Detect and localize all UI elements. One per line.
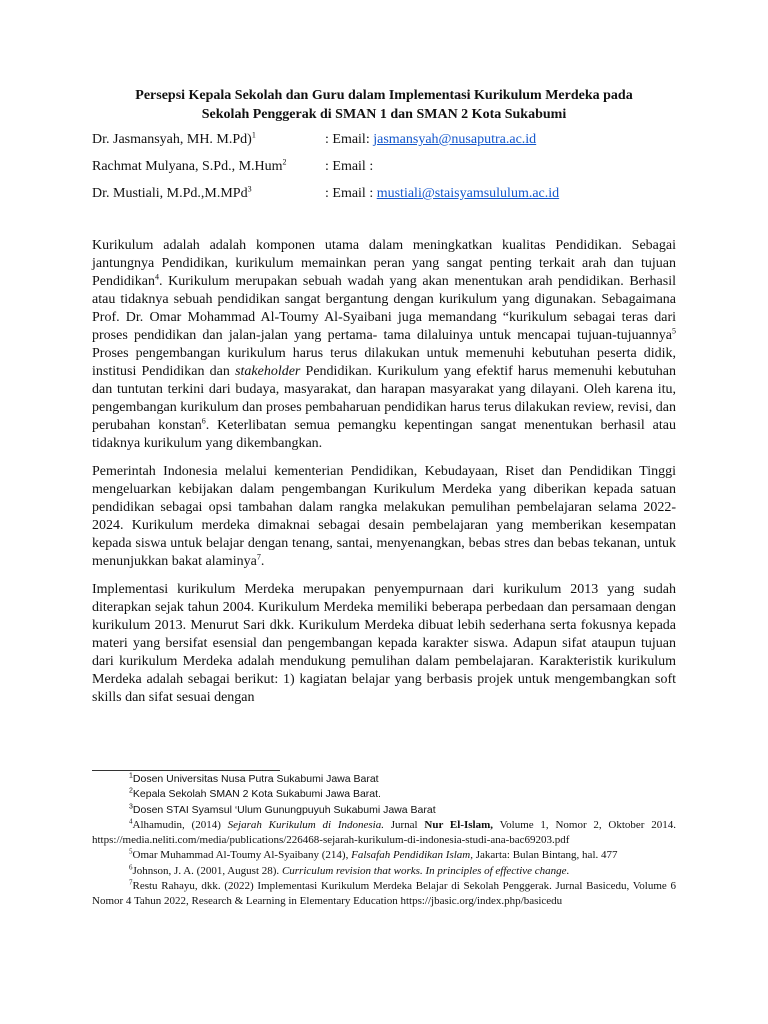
footnote-ref: 7 xyxy=(256,552,261,562)
email-link[interactable]: mustiali@staisyamsululum.ac.id xyxy=(376,186,560,201)
footnote-5: $^5$Omar Muhammad Al-Toumy Al-Syaibany (214), Falsafah Pendidikan Islam, Jakarta: Bulan Bintang, hal. 477 xyxy=(129,847,618,862)
footnote-4: $^4$Alhamudin, (2014) Sejarah Kurikulum di Indonesia. Jurnal Nur El-Islam, Volume 1, Nomor 2, Oktober 2014. https://media.neliti.com/media/publications/226468-sejarah-kurikulum-di-indonesia-studi-ana-bac69203.pdf xyxy=(92,817,676,847)
author-name: Dr. Mustiali, M.Pd.,M.MPd$^3$ xyxy=(92,184,252,201)
author-list xyxy=(92,130,676,211)
footnotes xyxy=(92,772,676,910)
footnote-3: $^3$Dosen STAI Syamsul ‘Ulum Gunungpuyuh Sukabumi Jawa Barat xyxy=(129,803,436,816)
author-email: : Email : xyxy=(325,159,374,174)
footnote-6: $^6$Johnson, J. A. (2001, August 28). Curriculum revision that works. In principles of effective change. xyxy=(129,863,570,877)
footnote-2: $^2$Kepala Sekolah SMAN 2 Kota Sukabumi Jawa Barat. xyxy=(129,787,381,801)
footnote-ref: 4 xyxy=(155,272,159,282)
title-line-1: Persepsi Kepala Sekolah dan Guru dalam Implementasi Kurikulum Merdeka pada xyxy=(135,88,633,103)
footnote-1: $^1$Dosen Universitas Nusa Putra Sukabumi Jawa Barat xyxy=(129,772,379,785)
footnote-7: $^7$Restu Rahayu, dkk. (2022) Implementasi Kurikulum Merdeka Belajar di Sekolah Penggerak. Jurnal Basicedu, Volume 6 Nomor 4 Tahun 2022, Research & Learning in Elementary Education https://jbasic.org/index.php/basicedu xyxy=(92,878,676,908)
author-name: Rachmat Mulyana, S.Pd., M.Hum$^2$ xyxy=(92,157,287,174)
email-link[interactable]: jasmansyah@nusaputra.ac.id xyxy=(373,132,537,147)
paragraph-3: Implementasi kurikulum Merdeka merupakan penyempurnaan dari kurikulum 2013 yang sudah diterapkan sejak tahun 2004. Kurikulum Merdeka memiliki beberapa perbedaan dan persamaan dengan kurikulum 2013. Menurut Sari dkk. Kurikulum Merdeka dibuat lebih sederhana serta fokusnya kepada materi yang bersifat esensial dan pengembangan kepada karakter siswa. Adapun sifat ataupun tujuan dari kurikulum Merdeka adalah mendukung pemulihan dalam pembelajaran. Karakteristik kurikulum Merdeka adalah sebagai berikut: 1) kagiatan belajar yang berbasis projek untuk mengembangkan soft skills dan sifat sesuai dengan xyxy=(92,582,676,705)
paragraph-1: Kurikulum adalah adalah komponen utama dalam meningkatkan kualitas Pendidikan. Sebagai jantungnya Pendidikan, kurikulum memainkan peran yang sangat penting terkait arah dan tujuan Pendidikan$^4$. Kurikulum merupakan sebuah wadah yang akan menentukan arah pendidikan. Berhasil atau tidaknya sebuah pendidikan sangat bergantung dengan kurikulum yang digunakan. Sebagaimana Prof. Dr. Omar Mohammad Al-Toumy Al-Syaibani juga memandang “kurikulum sebagai teras dari proses pendidikan dan jalan-jalan yang pertama- tama dilaluinya untuk mencapai tujuan-tujuannya$^5$ Proses pengembangan kurikulum harus terus dilakukan untuk memenuhi kebutuhan peserta didik, institusi Pendidikan dan stakeholder Pendidikan. Kurikulum yang efektif harus memenuhi kebutuhan dan tuntutan terkini dari budaya, masyarakat, dan harapan masyarakat yang dilayani. Oleh karena itu, pengembangan kurikulum dan proses pembaharuan pendidikan harus terus dilakukan review, revisi, dan perubahan konstan$^6$. Keterlibatan semua pemangku kepentingan sangat menentukan berhasil atau tidaknya kurikulum yang dikembangkan. xyxy=(92,238,676,451)
author-name: Dr. Jasmansyah, MH. M.Pd)$^1$ xyxy=(92,130,256,147)
footnote-ref: 6 xyxy=(201,416,206,426)
paper-title xyxy=(92,86,676,124)
footnote-divider xyxy=(92,770,280,771)
footnote-ref: 5 xyxy=(672,326,676,336)
title-line-2: Sekolah Penggerak di SMAN 1 dan SMAN 2 Kota Sukabumi xyxy=(201,107,567,122)
author-row xyxy=(92,130,676,157)
author-email: : Email : mustiali@staisyamsululum.ac.id xyxy=(325,186,560,201)
paragraph-2: Pemerintah Indonesia melalui kementerian Pendidikan, Kebudayaan, Riset dan Pendidikan Tinggi mengeluarkan kebijakan dalam pengembangan Kurikulum Merdeka yang diberikan kepada satuan pendidikan sebagai opsi tambahan dalam rangka melakukan pemulihan pembelajaran selama 2022-2024. Kurikulum merdeka dimaknai sebagai desain pembelajaran yang memberikan kesempatan kepada siswa untuk belajar dengan tenang, santai, menyenangkan, bebas stres dan bebas tekanan, untuk menunjukkan bakat alaminya$^7$. xyxy=(92,464,676,569)
body-text xyxy=(92,237,676,717)
author-row xyxy=(92,184,676,211)
author-email: : Email: jasmansyah@nusaputra.ac.id xyxy=(325,132,537,147)
author-row xyxy=(92,157,676,184)
